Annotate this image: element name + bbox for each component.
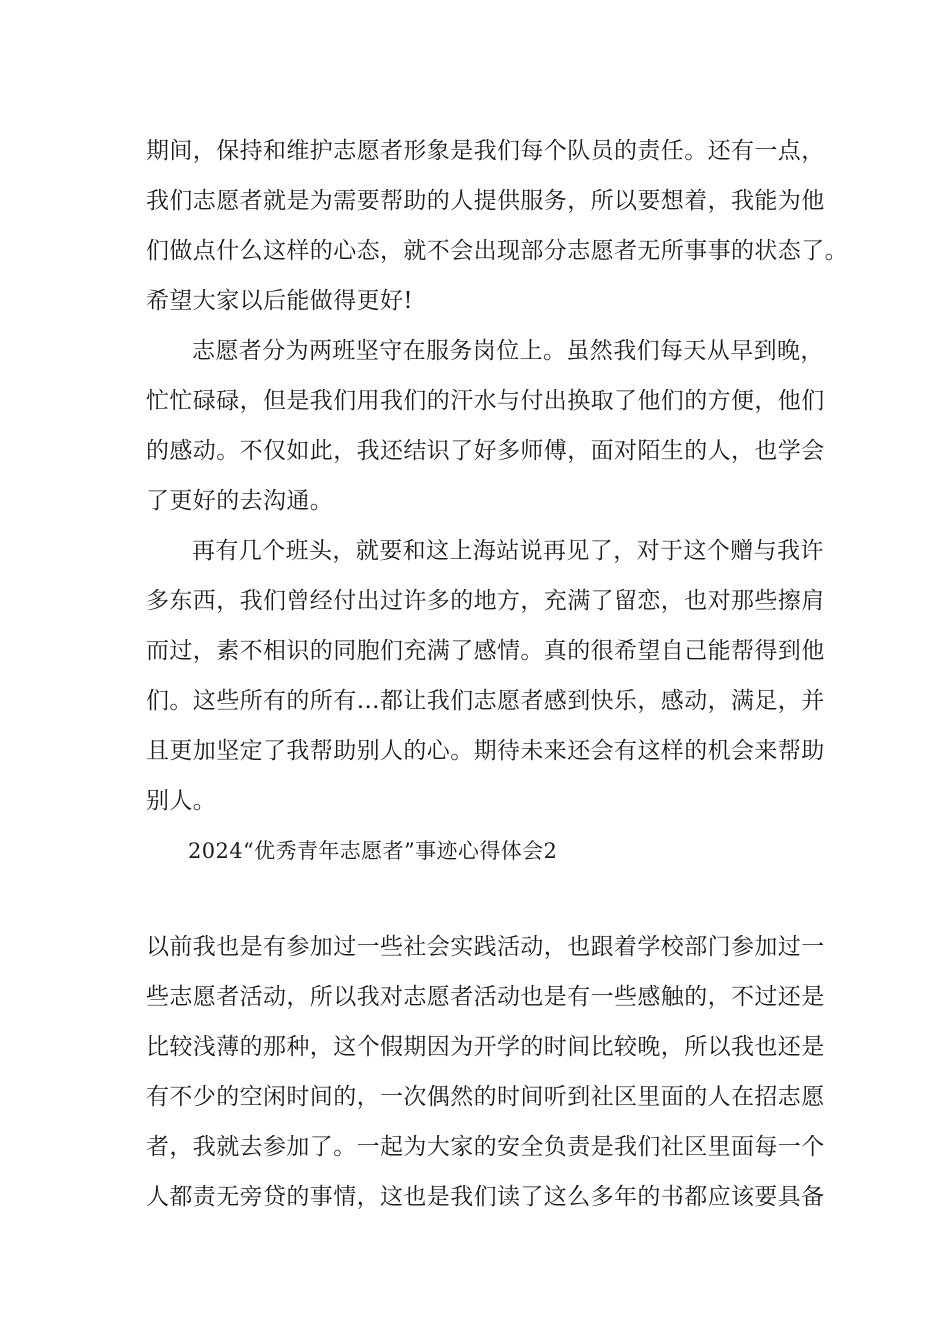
paragraph-2-line-1: 志愿者分为两班坚守在服务岗位上。虽然我们每天从早到晚， bbox=[192, 338, 824, 364]
paragraph-2-line-2: 忙忙碌碌，但是我们用我们的汗水与付出换取了他们的方便，他们 bbox=[146, 388, 825, 414]
paragraph-1-line-3: 们做点什么这样的心态，就不会出现部分志愿者无所事事的状态了。 bbox=[146, 238, 848, 264]
section-heading: 2024“优秀青年志愿者”事迹心得体会2 bbox=[188, 839, 558, 863]
paragraph-3-line-5: 且更加坚定了我帮助别人的心。期待未来还会有这样的机会来帮助 bbox=[146, 738, 825, 764]
paragraph-1-line-4: 希望大家以后能做得更好! bbox=[146, 288, 414, 314]
section-body-line-4: 有不少的空闲时间的，一次偶然的时间听到社区里面的人在招志愿 bbox=[146, 1084, 825, 1110]
section-body-line-5: 者，我就去参加了。一起为大家的安全负责是我们社区里面每一个 bbox=[146, 1134, 825, 1160]
paragraph-3-line-6: 别人。 bbox=[146, 788, 217, 814]
paragraph-1-line-1: 期间，保持和维护志愿者形象是我们每个队员的责任。还有一点， bbox=[146, 138, 825, 164]
paragraph-1-line-2: 我们志愿者就是为需要帮助的人提供服务，所以要想着，我能为他 bbox=[146, 188, 825, 214]
paragraph-3-line-4: 们。这些所有的所有…都让我们志愿者感到快乐，感动，满足，并 bbox=[146, 688, 825, 714]
paragraph-2-line-3: 的感动。不仅如此，我还结识了好多师傅，面对陌生的人，也学会 bbox=[146, 438, 825, 464]
section-body-line-3: 比较浅薄的那种，这个假期因为开学的时间比较晚，所以我也还是 bbox=[146, 1034, 825, 1060]
section-body-line-2: 些志愿者活动，所以我对志愿者活动也是有一些感触的，不过还是 bbox=[146, 984, 825, 1010]
section-body-line-6: 人都责无旁贷的事情，这也是我们读了这么多年的书都应该要具备 bbox=[146, 1184, 825, 1210]
paragraph-2-line-4: 了更好的去沟通。 bbox=[146, 488, 334, 514]
paragraph-3-line-3: 而过，素不相识的同胞们充满了感情。真的很希望自己能帮得到他 bbox=[146, 638, 825, 664]
paragraph-3-line-1: 再有几个班头，就要和这上海站说再见了，对于这个赠与我许 bbox=[192, 538, 824, 564]
section-body-line-1: 以前我也是有参加过一些社会实践活动，也跟着学校部门参加过一 bbox=[146, 934, 825, 960]
paragraph-3-line-2: 多东西，我们曾经付出过许多的地方，充满了留恋，也对那些擦肩 bbox=[146, 588, 825, 614]
